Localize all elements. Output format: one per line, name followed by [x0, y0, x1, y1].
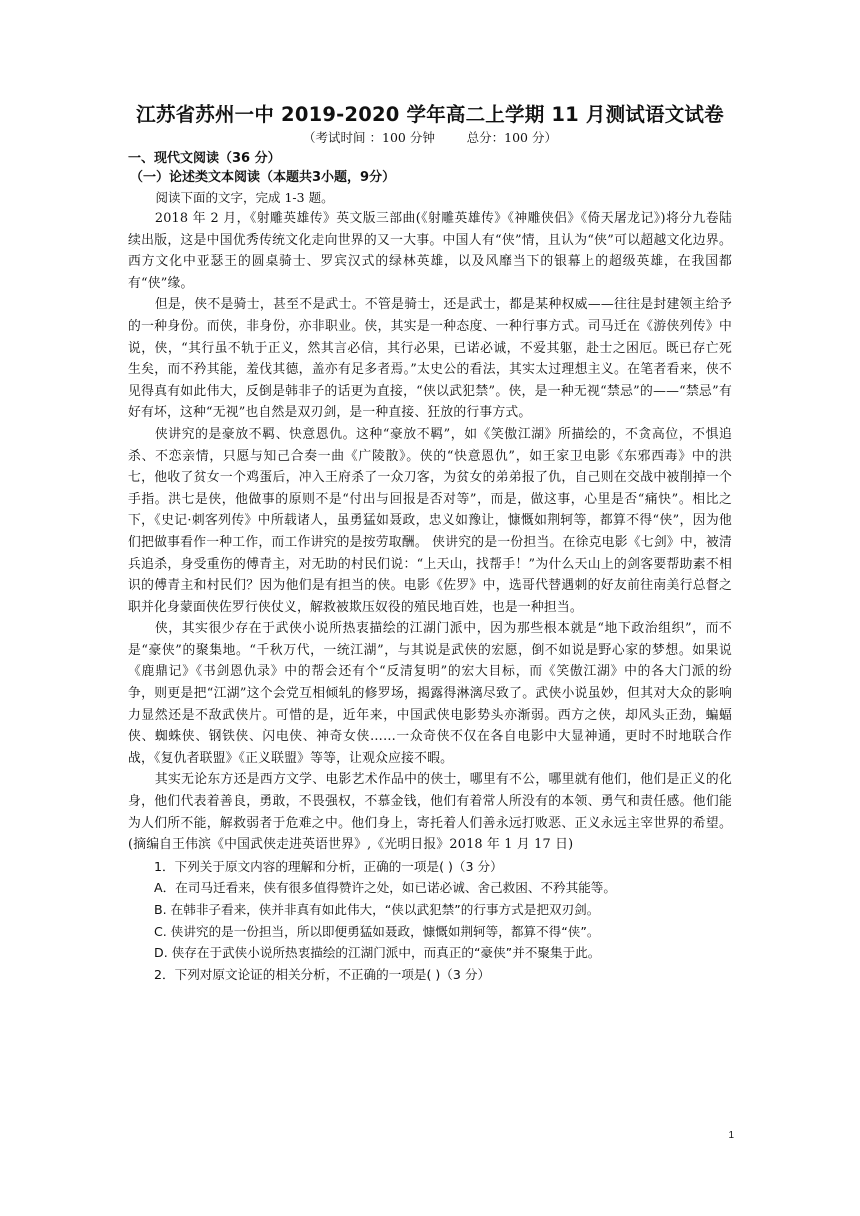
passage-paragraph: 但是，侠不是骑士，甚至不是武士。不管是骑士，还是武士，都是某种权威——往往是封建领主给予的一种身份。而侠，非身份，亦非职业。侠，其实是一种态度、一种行事方式。司马迁在《游侠列传》中说，侠，“其行虽不轨于正义，然其言必信，其行必果，已诺必诚，不爱其躯，赴士之困厄。既已存亡死生矣，而不矜其能，羞伐其德，盖亦有足多者焉。”太史公的看法，其实太过理想主义。在笔者看来，侠不见得真有如此伟大，反倒是韩非子的话更为直接，“侠以武犯禁”。侠，是一种无视“禁忌”的——“禁忌”有好有坏，这种“无视”也自然是双刃剑，是一种直接、狂放的行事方式。 [128, 297, 732, 421]
passage-paragraph: 2018 年 2 月，《射雕英雄传》英文版三部曲(《射雕英雄传》《神雕侠侣》《倚天屠龙记》)将分九卷陆续出版，这是中国优秀传统文化走向世界的又一大事。中国人有“侠”情，且认为“侠”可以超越文化边界。西方文化中亚瑟王的圆桌骑士、罗宾汉式的绿林英雄，以及风靡当下的银幕上的超级英雄，在我国都有“侠”缘。 [128, 211, 732, 291]
page-number: 1 [728, 1130, 734, 1141]
question-1-option-d: D. 侠存在于武侠小说所热衷描绘的江湖门派中，而真正的“豪侠”并不聚集于此。 [154, 945, 601, 961]
exam-title: 江苏省苏州一中 2019-2020 学年高二上学期 11 月测试语文试卷 [136, 103, 724, 126]
passage-paragraph: 侠讲究的是豪放不羁、快意恩仇。这种“豪放不羁”，如《笑傲江湖》所描绘的，不贪高位，不惧追杀、不恋亲情，只愿与知己合奏一曲《广陵散》。侠的“快意恩仇”，如王家卫电影《东邪西毒》中的洪七，他收了贫女一个鸡蛋后，冲入王府杀了一众刀客，为贫女的弟弟报了仇，自己则在交战中被削掉一个手指。洪七是侠，他做事的原则不是“付出与回报是否对等”，而是，做这事，心里是否“痛快”。相比之下，《史记·刺客列传》中所载诸人，虽勇猛如聂政，忠义如豫让，慷慨如荆轲等，都算不得“侠”，因为他们把做事看作一种工作，而工作讲究的是按劳取酬。 侠讲究的是一份担当。在徐克电影《七剑》中，被清兵追杀，身受重伤的傅青主，对无助的村民们说：“上天山，找帮手！”为什么天山上的剑客要帮助素不相识的傅青主和村民们？因为他们是有担当的侠。电影《佐罗》中，选哥代替遇刺的好友前往南美行总督之职并化身蒙面侠佐罗行侠仗义，解救被欺压奴役的殖民地百姓，也是一种担当。 [128, 426, 732, 615]
section-heading: 一、现代文阅读（36 分） [128, 151, 281, 166]
question-1-option-c: C. 侠讲究的是一份担当，所以即便勇猛如聂政，慷慨如荆轲等，都算不得“侠”。 [154, 923, 600, 939]
question-1-option-a: A．在司马迁看来，侠有很多值得赞许之处，如已诺必诚、舍己救困、不矜其能等。 [154, 880, 616, 896]
reading-instruction: 阅读下面的文字，完成 1-3 题。 [155, 190, 334, 205]
passage-paragraph: 其实无论东方还是西方文学、电影艺术作品中的侠士，哪里有不公，哪里就有他们，他们是正义的化身，他们代表着善良，勇敢，不畏强权，不慕金钱，他们有着常人所没有的本领、勇气和责任感。他们能为人们所不能，解救弱者于危难之中。他们身上，寄托着人们善永远打败恶、正义永远主宰世界的希望。 (摘编自王伟滨《中国武侠走进英语世界》,《光明日报》2018 年 1 月 17 日) [128, 772, 732, 853]
question-1-stem: 1．下列关于原文内容的理解和分析，正确的一项是( )（3 分） [154, 858, 503, 874]
exam-subtitle: （考试时间 ：100 分钟 总分：100 分） [303, 130, 557, 145]
question-1-option-b: B. 在韩非子看来，侠并非真有如此伟大，“侠以武犯禁”的行事方式是把双刃剑。 [154, 902, 600, 917]
passage-paragraph: 侠，其实很少存在于武侠小说所热衷描绘的江湖门派中，因为那些根本就是“地下政治组织”，而不是“豪侠”的聚集地。“千秋万代，一统江湖”，与其说是武侠的宏愿，倒不如说是野心家的梦想。如果说《鹿鼎记》《书剑恩仇录》中的帮会还有个“反清复明”的宏大目标，而《笑傲江湖》中的各大门派的纷争，则更是把“江湖”这个会党互相倾轧的修罗场，揭露得淋漓尽致了。武侠小说虽妙，但其对大众的影响力显然还是不敌武侠片。可惜的是，近年来，中国武侠电影势头亦渐弱。西方之侠，却风头正劲，蝙蝠侠、蜘蛛侠、钢铁侠、闪电侠、神奇女侠……一众奇侠不仅在各自电影中大显神通，更时不时地联合作战，《复仇者联盟》《正义联盟》等等，让观众应接不暇。 [128, 621, 732, 766]
subsection-heading: （一）论述类文本阅读（本题共3小题，9分） [130, 170, 396, 185]
question-2-stem: 2．下列对原文论证的相关分析，不正确的一项是( )（3 分） [154, 966, 491, 982]
